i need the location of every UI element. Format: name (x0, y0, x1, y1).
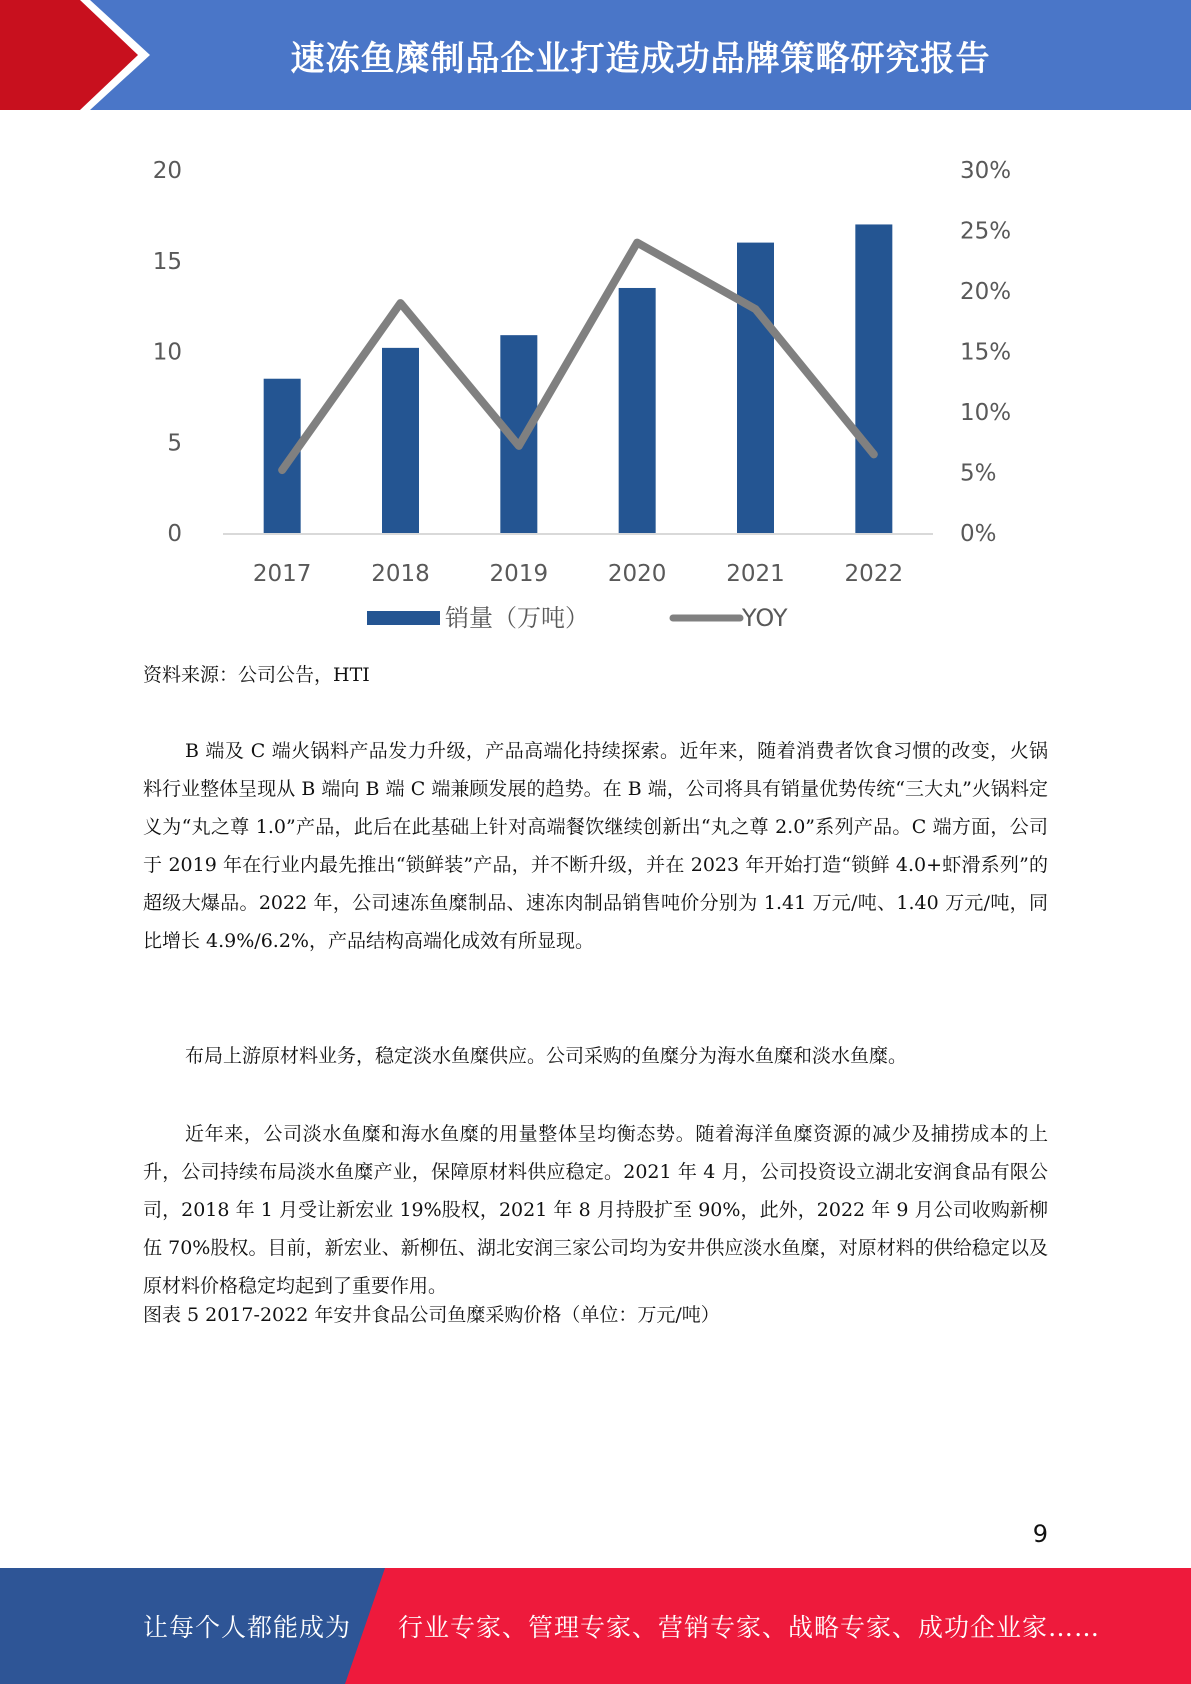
y-right-tick-label: 20% (960, 279, 1012, 305)
y-left-tick-label: 5 (167, 430, 182, 457)
footer-slogan-left: 让每个人都能成为 (143, 1613, 352, 1642)
figure-caption: 图表 5 2017-2022 年安井食品公司鱼糜采购价格（单位：万元/吨） (143, 1304, 720, 1326)
yoy-line (282, 243, 874, 470)
bar-2022 (855, 224, 892, 533)
paragraph-1: B 端及 C 端火锅料产品发力升级，产品高端化持续探索。近年来，随着消费者饮食习惯的改变，火锅料行业整体呈现从 B 端向 B 端 C 端兼顾发展的趋势。在 B 端，公司将具有销量优势传统“三大丸”火锅料定义为“丸之尊 1.0”产品，此后在此基础上针对高端餐饮继续创新出“丸之尊 2.0”系列产品。C 端方面，公司于 2019 年在行业内最先推出“锁鲜装”产品，并不断升级，并在 2023 年开始打造“锁鲜 4.0+虾滑系列”的超级大爆品。2022 年，公司速冻鱼糜制品、速冻肉制品销售吨价分别为 1.41 万元/吨、1.40 万元/吨，同比增长 4.9%/6.2%，产品结构高端化成效有所显现。 (143, 740, 1048, 952)
bar-2021 (737, 243, 774, 533)
bar-2018 (382, 348, 419, 533)
y-right-tick-label: 25% (960, 218, 1012, 245)
y-right-tick-label: 10% (960, 400, 1012, 426)
y-right-tick-label: 0% (960, 521, 997, 547)
x-tick-label: 2019 (489, 561, 549, 587)
chart-source: 资料来源：公司公告，HTI (143, 664, 370, 686)
footer-slogan-right: 行业专家、管理专家、营销专家、战略专家、成功企业家…… (398, 1613, 1101, 1642)
sales-chart (140, 145, 1050, 645)
y-right-tick-label: 5% (960, 460, 997, 487)
paragraph-2: 布局上游原材料业务，稳定淡水鱼糜供应。公司采购的鱼糜分为海水鱼糜和淡水鱼糜。 (185, 1045, 908, 1067)
x-tick-label: 2020 (607, 561, 667, 587)
x-tick-label: 2018 (371, 561, 430, 587)
y-left-tick-label: 0 (167, 521, 182, 547)
legend-line-label: YOY (742, 604, 788, 632)
y-left-tick-label: 20 (152, 158, 182, 184)
legend-bar-swatch (367, 611, 440, 625)
y-right-tick-label: 30% (960, 158, 1012, 184)
page-title: 速冻鱼糜制品企业打造成功品牌策略研究报告 (290, 38, 991, 79)
page-footer (0, 1568, 1191, 1684)
y-left-tick-label: 10 (152, 339, 182, 366)
bar-2020 (619, 288, 656, 533)
legend-bar-label: 销量（万吨） (445, 604, 589, 632)
x-tick-label: 2017 (252, 561, 312, 587)
x-tick-label: 2021 (726, 561, 785, 587)
x-tick-label: 2022 (844, 561, 904, 587)
y-left-tick-label: 15 (152, 248, 182, 275)
paragraph-3: 近年来，公司淡水鱼糜和海水鱼糜的用量整体呈均衡态势。随着海洋鱼糜资源的减少及捕捞成本的上升，公司持续布局淡水鱼糜产业，保障原材料供应稳定。2021 年 4 月，公司投资设立湖北安润食品有限公司，2018 年 1 月受让新宏业 19%股权，2021 年 8 月持股扩至 90%，此外，2022 年 9 月公司收购新柳伍 70%股权。目前，新宏业、新柳伍、湖北安润三家公司均为安井供应淡水鱼糜，对原材料的供给稳定以及原材料价格稳定均起到了重要作用。 (143, 1123, 1048, 1297)
page-number: 9 (1032, 1520, 1048, 1548)
header-red-arrow (0, 0, 150, 110)
y-right-tick-label: 15% (960, 339, 1012, 366)
page-header (0, 0, 1191, 110)
